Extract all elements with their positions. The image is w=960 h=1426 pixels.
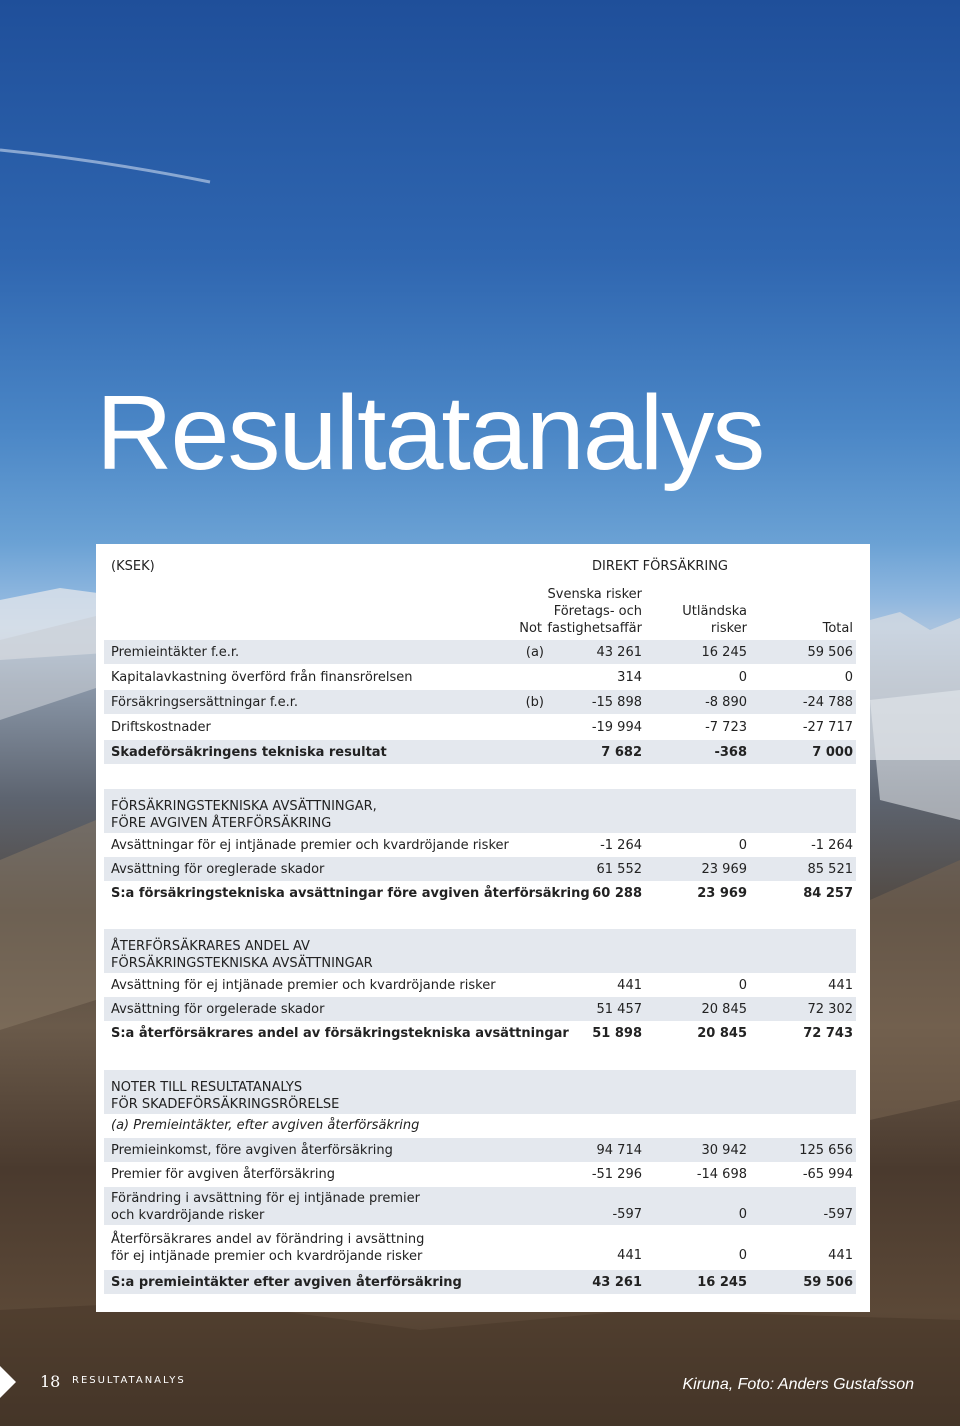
row-value-total: 72 743 bbox=[803, 1025, 853, 1041]
row-label bbox=[111, 1231, 424, 1265]
footer-section-name: RESULTATANALYS bbox=[72, 1375, 186, 1386]
page-marker-icon bbox=[0, 1366, 16, 1398]
row-value-utlandska: 0 bbox=[738, 669, 747, 685]
row-value-total: -1 264 bbox=[811, 837, 853, 853]
table-row bbox=[104, 857, 856, 881]
col-header-utlandska-line1: Utländska bbox=[682, 604, 747, 619]
table-row bbox=[104, 1138, 856, 1162]
row-value-utlandska: 20 845 bbox=[701, 1001, 747, 1017]
unit-label: (KSEK) bbox=[111, 559, 155, 574]
table-row bbox=[104, 1162, 856, 1186]
section-heading-line1: FÖRSÄKRINGSTEKNISKA AVSÄTTNINGAR, bbox=[111, 799, 377, 814]
row-value-total: 84 257 bbox=[803, 885, 853, 901]
table-row bbox=[104, 833, 856, 857]
row-label: S:a återförsäkrares andel av försäkringstekniska avsättningar bbox=[111, 1025, 569, 1041]
row-label-line1: Förändring i avsättning för ej intjänade premier bbox=[111, 1191, 420, 1206]
row-value-svenska: -51 296 bbox=[591, 1166, 642, 1182]
group-header: DIREKT FÖRSÄKRING bbox=[592, 559, 728, 574]
col-header-total: Total bbox=[822, 621, 853, 636]
row-value-utlandska: 16 245 bbox=[697, 1274, 747, 1290]
row-label: Premieinkomst, före avgiven återförsäkring bbox=[111, 1142, 393, 1158]
col-header-utlandska-line2: risker bbox=[710, 621, 747, 636]
row-label: Avsättningar för ej intjänade premier och kvardröjande risker bbox=[111, 837, 509, 853]
section-heading bbox=[104, 789, 856, 833]
col-header-utlandska bbox=[656, 603, 747, 637]
row-value-svenska: 314 bbox=[617, 669, 642, 685]
row-value-total: 7 000 bbox=[812, 744, 853, 760]
row-label-line1: Återförsäkrares andel av förändring i avsättning bbox=[111, 1232, 425, 1247]
row-value-utlandska: 23 969 bbox=[697, 885, 747, 901]
section-heading-line2: FÖR SKADEFÖRSÄKRINGSRÖRELSE bbox=[111, 1097, 340, 1112]
row-label: Kapitalavkastning överförd från finansrörelsen bbox=[111, 669, 413, 685]
row-value-total: 125 656 bbox=[799, 1142, 853, 1158]
row-value-utlandska: 0 bbox=[738, 977, 747, 993]
row-label: Driftskostnader bbox=[111, 719, 211, 735]
row-label: Skadeförsäkringens tekniska resultat bbox=[111, 744, 387, 760]
row-label: Försäkringsersättningar f.e.r. bbox=[111, 694, 299, 710]
row-note: (a) bbox=[525, 644, 544, 660]
table-row bbox=[104, 665, 856, 689]
row-label: Avsättning för oreglerade skador bbox=[111, 861, 325, 877]
row-value-svenska: 51 898 bbox=[592, 1025, 642, 1041]
photo-credit: Kiruna, Foto: Anders Gustafsson bbox=[682, 1376, 914, 1393]
row-label: Avsättning för orgelerade skador bbox=[111, 1001, 325, 1017]
row-value-svenska: 441 bbox=[617, 977, 642, 993]
note-subtitle-text: (a) Premieintäkter, efter avgiven återförsäkring bbox=[111, 1117, 420, 1133]
col-header-svenska-line1: Svenska risker bbox=[547, 587, 642, 602]
table-row-total bbox=[104, 1270, 856, 1294]
col-header-svenska bbox=[536, 586, 642, 637]
row-value-svenska: 61 552 bbox=[596, 861, 642, 877]
page-title: Resultatanalys bbox=[96, 374, 764, 492]
section-heading-line2: FÖRSÄKRINGSTEKNISKA AVSÄTTNINGAR bbox=[111, 956, 373, 971]
row-value-utlandska: 23 969 bbox=[701, 861, 747, 877]
section-heading-line2: FÖRE AVGIVEN ÅTERFÖRSÄKRING bbox=[111, 816, 332, 831]
row-value-total: -65 994 bbox=[802, 1166, 853, 1182]
row-value-svenska: -597 bbox=[612, 1207, 642, 1222]
row-value-total: -597 bbox=[823, 1207, 853, 1222]
table-row bbox=[104, 973, 856, 997]
row-value-utlandska: -8 890 bbox=[705, 694, 747, 710]
row-note: (b) bbox=[525, 694, 544, 710]
row-value-total: 441 bbox=[828, 977, 853, 993]
table-row bbox=[104, 1187, 856, 1225]
col-header-svenska-line3: fastighetsaffär bbox=[547, 621, 642, 636]
row-label: S:a försäkringstekniska avsättningar före avgiven återförsäkring bbox=[111, 885, 590, 901]
row-value-total: 0 bbox=[844, 669, 853, 685]
col-header-svenska-line2: Företags- och bbox=[553, 604, 642, 619]
row-value-svenska: 43 261 bbox=[592, 1274, 642, 1290]
row-label bbox=[111, 1190, 420, 1224]
section-heading-line1: ÅTERFÖRSÄKRARES ANDEL AV bbox=[111, 939, 310, 954]
row-label: Premier för avgiven återförsäkring bbox=[111, 1166, 336, 1182]
row-label: S:a premieintäkter efter avgiven återförsäkring bbox=[111, 1274, 462, 1290]
row-value-svenska: 51 457 bbox=[596, 1001, 642, 1017]
row-value-total: 59 506 bbox=[807, 644, 853, 660]
result-table-panel bbox=[96, 544, 870, 1312]
table-row-total bbox=[104, 881, 856, 905]
row-value-svenska: -1 264 bbox=[600, 837, 642, 853]
row-value-utlandska: 30 942 bbox=[701, 1142, 747, 1158]
row-value-total: 59 506 bbox=[803, 1274, 853, 1290]
row-value-utlandska: 16 245 bbox=[701, 644, 747, 660]
row-value-utlandska: 20 845 bbox=[697, 1025, 747, 1041]
col-header-not: Not bbox=[519, 621, 542, 636]
row-value-svenska: -19 994 bbox=[591, 719, 642, 735]
row-label: Premieintäkter f.e.r. bbox=[111, 644, 240, 660]
row-value-svenska: 94 714 bbox=[596, 1142, 642, 1158]
row-value-svenska: 441 bbox=[617, 1248, 642, 1263]
table-row bbox=[104, 1228, 856, 1266]
row-value-total: 441 bbox=[828, 1248, 853, 1263]
table-row-total bbox=[104, 1021, 856, 1045]
row-value-total: 72 302 bbox=[807, 1001, 853, 1017]
row-value-svenska: 7 682 bbox=[601, 744, 642, 760]
row-value-utlandska: 0 bbox=[738, 1207, 747, 1222]
row-value-svenska: 60 288 bbox=[592, 885, 642, 901]
section-heading-line1: NOTER TILL RESULTATANALYS bbox=[111, 1080, 303, 1095]
row-value-total: 85 521 bbox=[807, 861, 853, 877]
row-value-utlandska: 0 bbox=[738, 837, 747, 853]
table-row bbox=[104, 715, 856, 739]
table-row bbox=[104, 640, 856, 664]
row-value-utlandska: 0 bbox=[738, 1248, 747, 1263]
row-label-line2: för ej intjänade premier och kvardröjande risker bbox=[111, 1249, 423, 1264]
row-value-svenska: -15 898 bbox=[591, 694, 642, 710]
table-row-total bbox=[104, 740, 856, 764]
section-heading bbox=[104, 929, 856, 973]
note-subtitle bbox=[104, 1113, 856, 1137]
row-label: Avsättning för ej intjänade premier och kvardröjande risker bbox=[111, 977, 496, 993]
row-value-utlandska: -14 698 bbox=[696, 1166, 747, 1182]
row-value-utlandska: -368 bbox=[714, 744, 747, 760]
row-value-svenska: 43 261 bbox=[596, 644, 642, 660]
row-value-total: -27 717 bbox=[802, 719, 853, 735]
row-value-total: -24 788 bbox=[802, 694, 853, 710]
row-label-line2: och kvardröjande risker bbox=[111, 1208, 265, 1223]
page-number: 18 bbox=[40, 1372, 61, 1391]
section-heading bbox=[104, 1070, 856, 1114]
table-row bbox=[104, 997, 856, 1021]
table-row bbox=[104, 690, 856, 714]
row-value-utlandska: -7 723 bbox=[705, 719, 747, 735]
